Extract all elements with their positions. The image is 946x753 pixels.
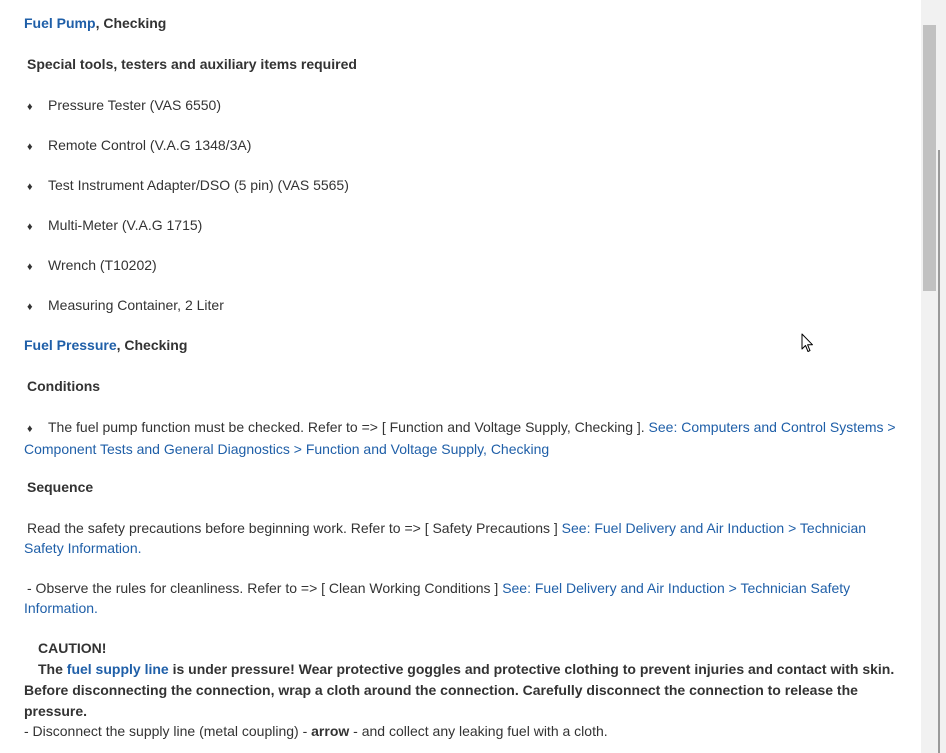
scrollbar-thumb[interactable] [923, 25, 936, 291]
diamond-bullet-icon: ♦ [27, 261, 33, 273]
heading-suffix: , Checking [116, 337, 188, 353]
caution-text-pre: The [38, 661, 67, 677]
tool-label: Measuring Container, 2 Liter [48, 297, 224, 313]
diamond-bullet-icon: ♦ [27, 141, 33, 153]
tool-label: Test Instrument Adapter/DSO (5 pin) (VAS 5565) [48, 177, 349, 193]
tool-label: Wrench (T10202) [48, 257, 157, 273]
cleanliness-see-link[interactable]: See: Fuel Delivery and Air Induction > Technician Safety Information. [24, 580, 851, 616]
list-item [24, 175, 349, 197]
step-disconnect-paragraph [24, 721, 608, 741]
list-item [24, 255, 157, 277]
sequence-heading: Sequence [27, 479, 94, 495]
list-item [24, 295, 224, 317]
step-text: - Disconnect the supply line (metal coupling) - [24, 723, 312, 739]
diamond-bullet-icon: ♦ [27, 181, 33, 193]
condition-paragraph [24, 417, 904, 459]
condition-see-link[interactable]: See: Computers and Control Systems > Component Tests and General Diagnostics > Function and Voltage Supply, Checking [24, 419, 896, 457]
conditions-heading: Conditions [27, 378, 101, 394]
arrow-label: arrow [311, 723, 350, 739]
section-heading-fuel-pressure [24, 335, 187, 355]
tool-label: Multi-Meter (V.A.G 1715) [48, 217, 203, 233]
caution-paragraph [24, 659, 904, 722]
step-text: - and collect any leaking fuel with a cloth. [349, 723, 608, 739]
list-item [24, 135, 251, 157]
vertical-scrollbar[interactable] [921, 0, 946, 753]
diamond-bullet-icon: ♦ [27, 101, 33, 113]
tool-label: Remote Control (V.A.G 1348/3A) [48, 137, 252, 153]
step-cleanliness-paragraph [24, 578, 904, 618]
list-item [24, 215, 202, 237]
diamond-bullet-icon: ♦ [27, 221, 33, 233]
caution-text-post: is under pressure! Wear protective goggles and protective clothing to prevent injuries and contact with skin. Before disconnecting the connection, wrap a cloth around the connection. Carefully disconnect the connection to release the pressure. [24, 661, 895, 719]
tool-label: Pressure Tester (VAS 6550) [48, 97, 222, 113]
diamond-bullet-icon: ♦ [27, 301, 33, 313]
fuel-pump-link[interactable]: Fuel Pump [24, 15, 96, 31]
section-heading-fuel-pump [24, 13, 166, 33]
step-safety-paragraph [24, 518, 904, 558]
tools-heading: Special tools, testers and auxiliary items required [27, 56, 357, 72]
safety-see-link[interactable]: See: Fuel Delivery and Air Induction > Technician Safety Information. [24, 520, 867, 556]
condition-text: The fuel pump function must be checked. Refer to => [ Function and Voltage Supply, Checking ]. [48, 419, 649, 435]
diamond-bullet-icon: ♦ [27, 423, 33, 435]
list-item [24, 95, 221, 117]
window-edge-divider [938, 150, 940, 753]
fuel-supply-line-link[interactable]: fuel supply line [66, 661, 169, 677]
caution-title: CAUTION! [38, 640, 107, 656]
mouse-cursor-icon [801, 333, 815, 354]
fuel-pressure-link[interactable]: Fuel Pressure [24, 337, 117, 353]
step-text: Read the safety precautions before beginning work. Refer to => [ Safety Precautions ] [27, 520, 562, 536]
step-text: - Observe the rules for cleanliness. Refer to => [ Clean Working Conditions ] [27, 580, 503, 596]
heading-suffix: , Checking [95, 15, 167, 31]
